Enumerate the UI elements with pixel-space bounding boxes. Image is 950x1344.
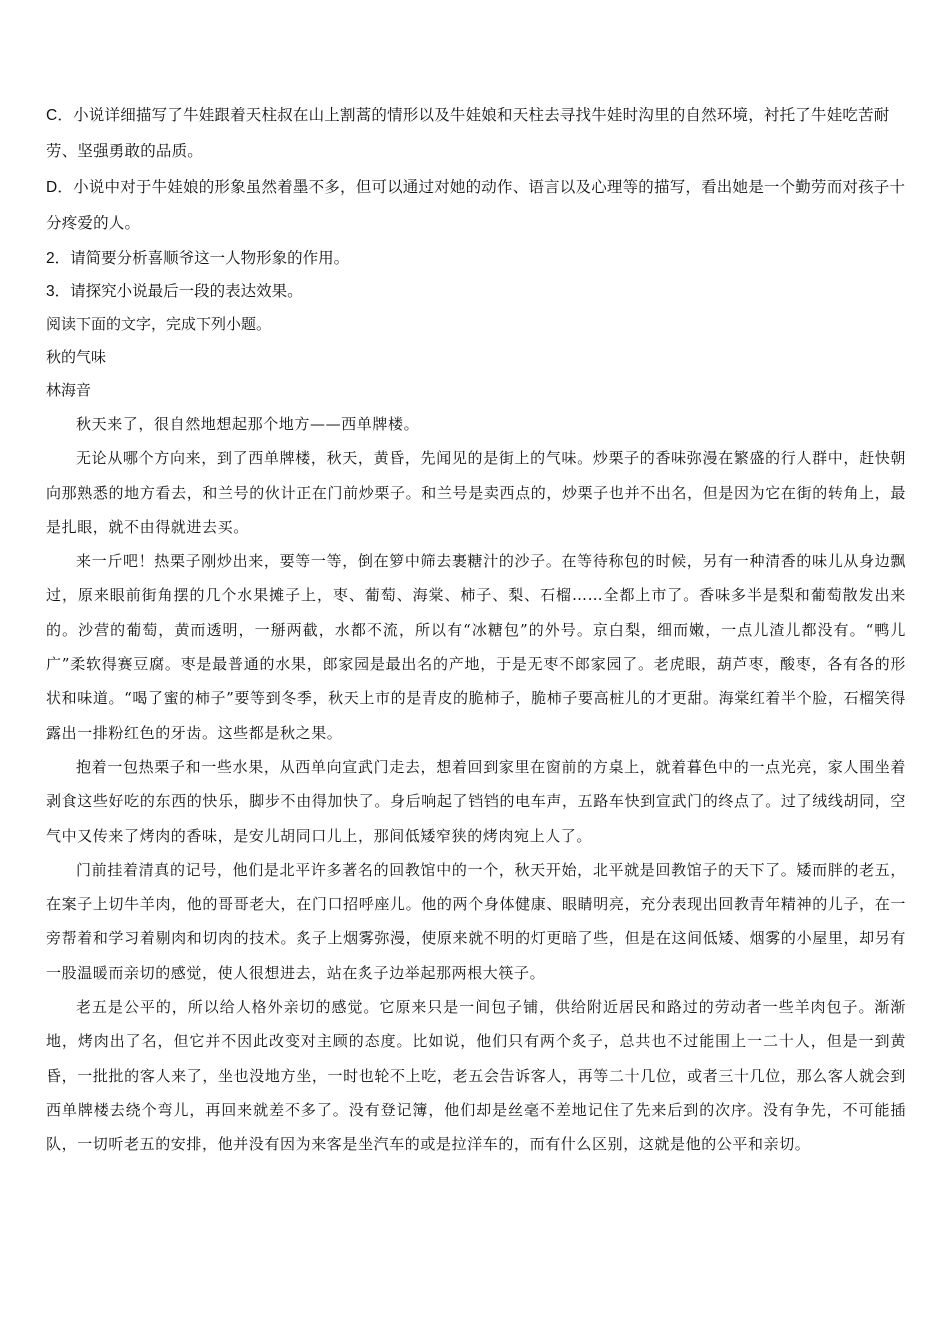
article-paragraph: 无论从哪个方向来，到了西单牌楼，秋天，黄昏，先闻见的是街上的气味。炒栗子的香味弥漫在繁盛的行人群中，赶快朝向那熟悉的地方看去，和兰号的伙计正在门前炒栗子。和兰号是卖西点的，炒栗子也并不出名，但是因为它在街的转角上，最是扎眼，就不由得就进去买。	[46, 449, 906, 536]
article-paragraph: 抱着一包热栗子和一些水果，从西单向宣武门走去，想着回到家里在窗前的方桌上，就着暮色中的一点光亮，家人围坐着剥食这些好吃的东西的快乐，脚步不由得加快了。身后响起了铛铛的电车声，五路车快到宣武门的终点了。过了绒线胡同，空气中又传来了烤肉的香味，是安儿胡同口儿上，那间低矮窄狭的烤肉宛上人了。	[46, 757, 906, 845]
option-d: D．小说中对于牛娃娘的形象虽然着墨不多，但可以通过对她的动作、语言以及心理等的描写，看出她是一个勤劳而对孩子十分疼爱的人。	[46, 179, 906, 232]
document-page	[46, 98, 906, 1162]
article-paragraph: 秋天来了，很自然地想起那个地方——西单牌楼。	[76, 415, 420, 433]
article-title: 秋的气味	[46, 348, 107, 366]
article-paragraph: 门前挂着清真的记号，他们是北平许多著名的回教馆中的一个，秋天开始，北平就是回教馆子的天下了。矮而胖的老五，在案子上切牛羊肉，他的哥哥老大，在门口招呼座儿。他的两个身体健康、眼睛明亮，充分表现出回教青年精神的儿子，在一旁帮着和学习着剔肉和切肉的技术。炙子上烟雾弥漫，使原来就不明的灯更暗了些，但是在这间低矮、烟雾的小屋里，却另有一股温暖而亲切的感觉，使人很想进去，站在炙子边举起那两根大筷子。	[46, 860, 906, 982]
reading-instruction: 阅读下面的文字，完成下列小题。	[46, 315, 272, 333]
option-c: C．小说详细描写了牛娃跟着天柱叔在山上割蒿的情形以及牛娃娘和天柱去寻找牛娃时沟里的自然环境，衬托了牛娃吃苦耐劳、坚强勇敢的品质。	[46, 107, 890, 160]
article-paragraph: 来一斤吧！热栗子刚炒出来，要等一等，倒在箩中筛去裹糖汁的沙子。在等待称包的时候，另有一种清香的味儿从身边飘过，原来眼前街角摆的几个水果摊子上，枣、葡萄、海棠、柿子、梨、石榴……全都上市了。香味多半是梨和葡萄散发出来的。沙营的葡萄，黄而透明，一掰两截，水都不流，所以有“冰糖包”的外号。京白梨，细而嫩，一点儿渣儿都没有。“鸭儿广”柔软得赛豆腐。枣是最普通的水果，郎家园是最出名的产地，于是无枣不郎家园了。老虎眼，葫芦枣，酸枣，各有各的形状和味道。“喝了蜜的柿子”要等到冬季，秋天上市的是青皮的脆柿子，脆柿子要高桩儿的才更甜。海棠红着半个脸，石榴笑得露出一排粉红色的牙齿。这些都是秋之果。	[46, 552, 906, 742]
article-paragraph: 老五是公平的，所以给人格外亲切的感觉。它原来只是一间包子铺，供给附近居民和路过的劳动者一些羊肉包子。渐渐地，烤肉出了名，但它并不因此改变对主顾的态度。比如说，他们只有两个炙子，总共也不过能围上一二十人，但是一到黄昏，一批批的客人来了，坐也没地方坐，一时也轮不上吃，老五会告诉客人，再等二十几位，或者三十几位，那么客人就会到西单牌楼去绕个弯儿，再回来就差不多了。没有登记簿，他们却是丝毫不差地记住了先来后到的次序。没有争先，不可能插队，一切听老五的安排，他并没有因为来客是坐汽车的或是拉洋车的，而有什么区别，这就是他的公平和亲切。	[46, 998, 906, 1154]
question-2: 2．请简要分析喜顺爷这一人物形象的作用。	[46, 250, 350, 267]
article-author: 林海音	[46, 381, 92, 399]
question-3: 3．请探究小说最后一段的表达效果。	[46, 283, 303, 300]
